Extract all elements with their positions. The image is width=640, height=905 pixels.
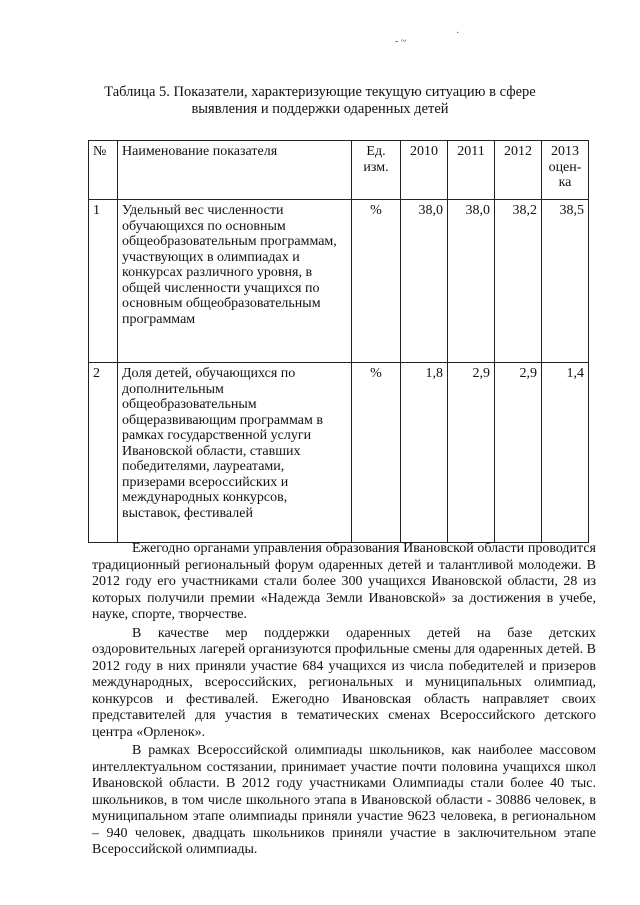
table-row [89, 200, 589, 363]
scan-speck: · [456, 28, 460, 39]
header-2012: 2012 [495, 141, 542, 200]
row-num: 1 [89, 200, 118, 363]
header-2011: 2011 [448, 141, 495, 200]
table-caption [90, 84, 550, 118]
header-2010: 2010 [401, 141, 448, 200]
row-name: Удельный вес численности обучающихся по основным общеобразовательным программам, участвующих в олимпиадах и конкурсах различного уровня, в общей численности учащихся по основным общеобразовательным программам [118, 200, 352, 363]
row-2010: 38,0 [401, 200, 448, 363]
header-num: № [89, 141, 118, 200]
row-unit: % [352, 200, 401, 363]
body-text [92, 541, 596, 859]
row-name: Доля детей, обучающихся по дополнительным общеобразовательным общеразвивающим программам в рамках государственной услуги Ивановской области, ставших победителями, лауреатами, призерами всероссийских и международных конкурсов, выставок, фестивалей [118, 363, 352, 543]
table-row [89, 363, 589, 543]
paragraph: Ежегодно органами управления образования Ивановской области проводится традиционный региональный форум одаренных детей и талантливой молодежи. В 2012 году его участниками стали более 300 учащихся Ивановской области, 28 из которых получили премии «Надежда Земли Ивановской» за достижения в учебе, науке, спорте, творчестве. [92, 541, 596, 622]
scan-speck: - ~ [395, 36, 407, 47]
header-name: Наименование показателя [118, 141, 352, 200]
table-header-row [89, 141, 589, 200]
row-unit: % [352, 363, 401, 543]
row-2013: 1,4 [542, 363, 589, 543]
header-2013: 2013 оцен-ка [542, 141, 589, 200]
row-2012: 38,2 [495, 200, 542, 363]
header-unit: Ед. изм. [352, 141, 401, 200]
row-2010: 1,8 [401, 363, 448, 543]
row-2011: 38,0 [448, 200, 495, 363]
row-2013: 38,5 [542, 200, 589, 363]
paragraph: В качестве мер поддержки одаренных детей на базе детских оздоровительных лагерей организуются профильные смены для одаренных детей. В 2012 году в них приняли участие 684 учащихся из числа победителей и призеров международных, всероссийских, региональных и муниципальных олимпиад, конкурсов и фестивалей. Ежегодно Ивановская область направляет своих представителей для участия в тематических сменах Всероссийского детского центра «Орленок». [92, 625, 596, 740]
caption-line-1: Таблица 5. Показатели, характеризующие текущую ситуацию в сфере [104, 84, 536, 100]
row-2011: 2,9 [448, 363, 495, 543]
caption-line-2: выявления и поддержки одаренных детей [191, 101, 449, 117]
indicators-table [88, 140, 589, 543]
paragraph: В рамках Всероссийской олимпиады школьников, как наиболее массовом интеллектуальном состязании, принимает участие почти половина учащихся школ Ивановской области. В 2012 году участниками Олимпиады стали более 40 тыс. школьников, в том числе школьного этапа в Ивановской области - 30886 человек, в муниципальном этапе олимпиады приняли участие 9623 человека, в региональном – 940 человек, двадцать школьников приняли участие в заключительном этапе Всероссийской олимпиады. [92, 743, 596, 857]
row-2012: 2,9 [495, 363, 542, 543]
row-num: 2 [89, 363, 118, 543]
